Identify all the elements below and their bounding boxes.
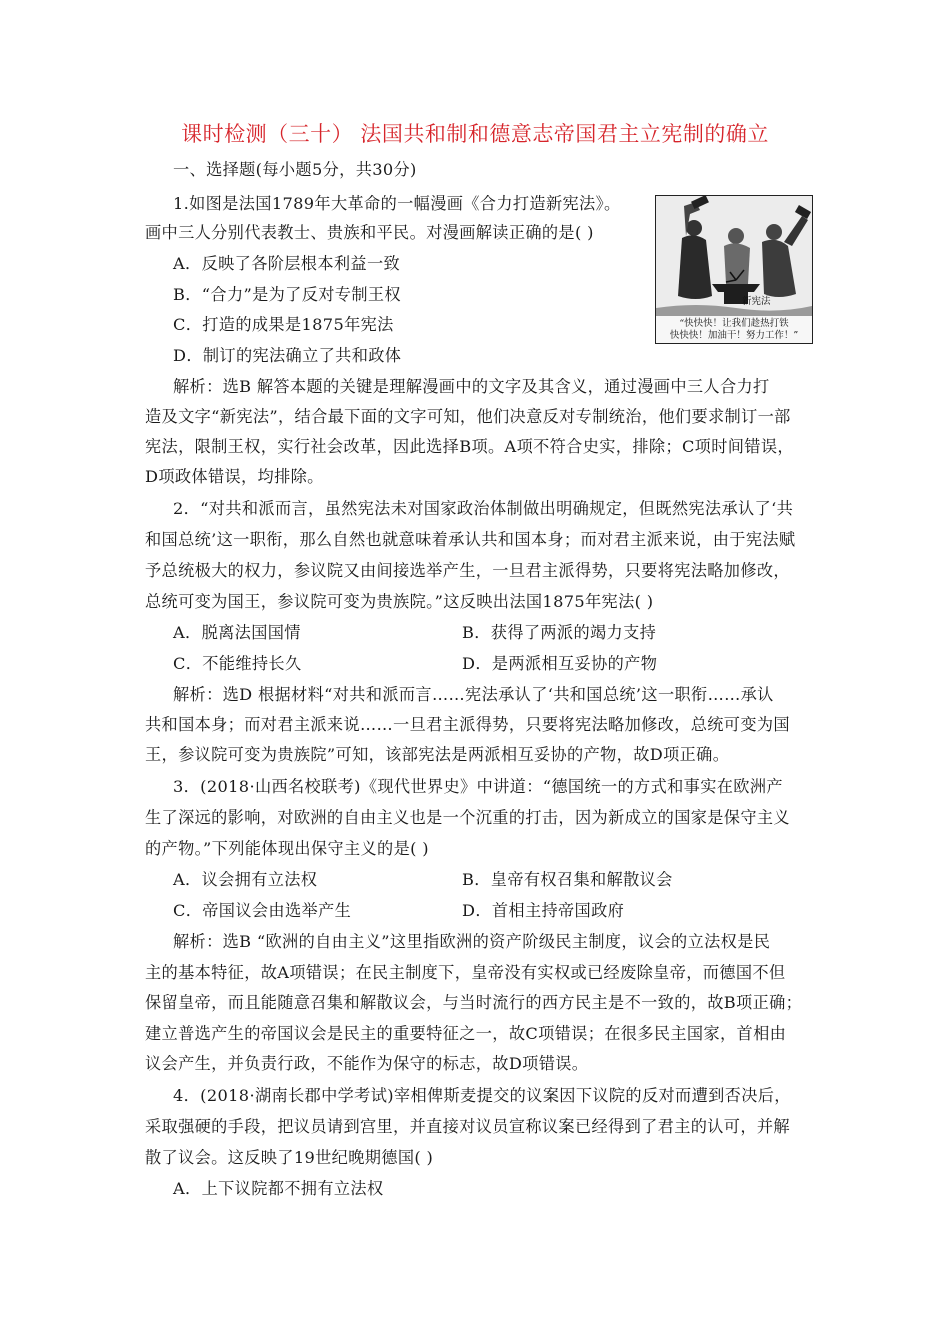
q2-stem-line: 和国总统’这一职衔，那么自然也就意味着承认共和国本身；而对君主派来说，由于宪法赋 [145, 530, 796, 549]
q2-stem-line: 予总统极大的权力，参议院又由间接选举产生，一旦君主派得势，只要将宪法略加修改， [145, 561, 790, 580]
q2-option-c: C．不能维持长久 [173, 654, 302, 673]
page-title: 课时检测（三十） 法国共和制和德意志帝国君主立宪制的确立 [181, 122, 769, 146]
q2-analysis-line: 共和国本身；而对君主派来说……一旦君主派得势，只要将宪法略加修改，总统可变为国 [145, 715, 790, 734]
q1-analysis-line: 宪法，限制王权，实行社会改革，因此选择B项。A项不符合史实，排除；C项时间错误， [145, 437, 794, 456]
cartoon-caption-line: “快快快！让我们趁热打铁 [679, 318, 789, 329]
cartoon-caption-line: 快快快！加油干！努力工作！” [669, 330, 799, 341]
cartoon-label: 新宪法 [742, 296, 771, 307]
q2-stem-line: 2．“对共和派而言，虽然宪法未对国家政治体制做出明确规定，但既然宪法承认了‘共 [173, 499, 794, 518]
q2-analysis-line: 解析：选D 根据材料“对共和派而言……宪法承认了‘共和国总统’这一职衔……承认 [173, 685, 774, 704]
q2-stem-line: 总统可变为国王，参议院可变为贵族院。”这反映出法国1875年宪法( ) [145, 592, 654, 611]
q3-stem-line: 3．(2018·山西名校联考)《现代世界史》中讲道：“德国统一的方式和事实在欧洲产 [173, 777, 783, 796]
q4-stem-line: 采取强硬的手段，把议员请到宫里，并直接对议员宣称议案已经得到了君主的认可，并解 [145, 1117, 790, 1136]
q4-stem-line: 散了议会。这反映了19世纪晚期德国( ) [145, 1148, 434, 1167]
q3-analysis-line: 议会产生，并负责行政，不能作为保守的标志，故D项错误。 [145, 1054, 589, 1073]
q2-option-a: A．脱离法国国情 [173, 623, 301, 642]
q3-analysis-line: 保留皇帝，而且能随意召集和解散议会，与当时流行的西方民主是不一致的，故B项正确； [145, 993, 803, 1012]
q2-option-d: D．是两派相互妥协的产物 [462, 654, 658, 673]
q1-option-b: B．“合力”是为了反对专制王权 [173, 285, 401, 304]
q1-analysis-line: D项政体错误，均排除。 [145, 467, 324, 486]
q2-analysis-line: 王，参议院可变为贵族院”可知，该部宪法是两派相互妥协的产物，故D项正确。 [145, 745, 730, 764]
q3-option-b: B．皇帝有权召集和解散议会 [462, 870, 673, 889]
q3-option-d: D．首相主持帝国政府 [462, 901, 625, 920]
q1-option-a: A．反映了各阶层根本利益一致 [173, 254, 401, 273]
q3-option-c: C．帝国议会由选举产生 [173, 901, 352, 920]
q1-option-c: C．打造的成果是1875年宪法 [173, 315, 394, 334]
q1-analysis-line: 解析：选B 解答本题的关键是理解漫画中的文字及其含义，通过漫画中三人合力打 [173, 377, 770, 396]
cartoon-image [655, 195, 813, 344]
q2-option-b: B．获得了两派的竭力支持 [462, 623, 657, 642]
q3-analysis-line: 建立普选产生的帝国议会是民主的重要特征之一，故C项错误；在很多民主国家，首相由 [145, 1024, 787, 1043]
q4-option-a: A．上下议院都不拥有立法权 [173, 1179, 384, 1198]
q1-analysis-line: 造及文字“新宪法”，结合最下面的文字可知，他们决意反对专制统治，他们要求制订一部 [145, 407, 791, 426]
q3-analysis-line: 解析：选B “欧洲的自由主义”这里指欧洲的资产阶级民主制度，议会的立法权是民 [173, 932, 771, 951]
q3-stem-line: 的产物。”下列能体现出保守主义的是( ) [145, 839, 429, 858]
q1-option-d: D．制订的宪法确立了共和政体 [173, 346, 402, 365]
q4-stem-line: 4．(2018·湖南长郡中学考试)宰相俾斯麦提交的议案因下议院的反对而遭到否决后， [173, 1086, 791, 1105]
q3-option-a: A．议会拥有立法权 [173, 870, 318, 889]
section-heading: 一、选择题(每小题5分，共30分) [173, 160, 417, 179]
q3-stem-line: 生了深远的影响，对欧洲的自由主义也是一个沉重的打击，因为新成立的国家是保守主义 [145, 808, 790, 827]
q1-stem-line: 画中三人分别代表教士、贵族和平民。对漫画解读正确的是( ) [145, 223, 594, 242]
q1-stem-line: 1.如图是法国1789年大革命的一幅漫画《合力打造新宪法》。 [173, 194, 621, 213]
q3-analysis-line: 主的基本特征，故A项错误；在民主制度下，皇帝没有实权或已经废除皇帝，而德国不但 [145, 963, 786, 982]
